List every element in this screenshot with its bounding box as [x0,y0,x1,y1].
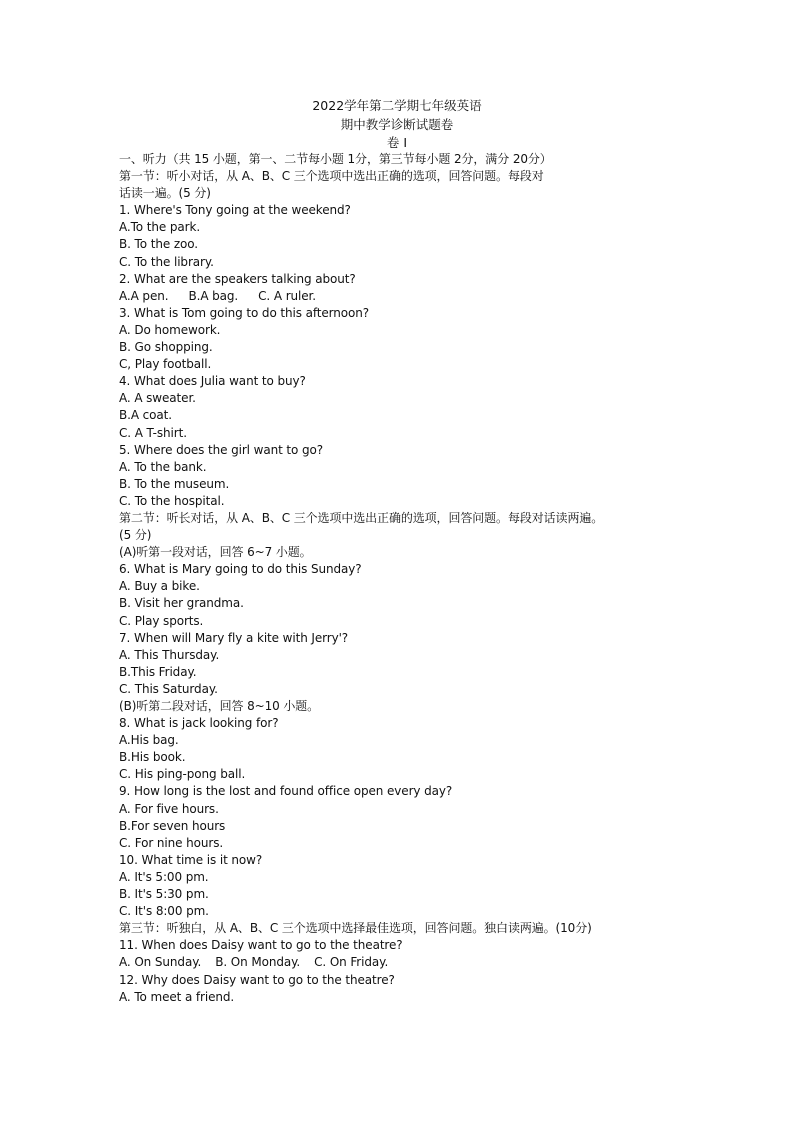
option-text: A.His bag. [119,733,179,748]
option-text: A. To the bank. [119,459,207,474]
section-heading: 一、听力（共 15 小题，第一、二节每小题 1分，第三节每小题 2分，满分 20分） [119,152,552,166]
option-text: A. A sweater. [119,391,196,406]
section-heading: 第三节：听独白，从 A、B、C 三个选项中选择最佳选项，回答问题。独白读两遍。(10分) [119,921,592,936]
option-text: C. His ping-pong ball. [119,767,246,782]
exam-subtitle: 期中教学诊断试题卷 [340,117,454,132]
question-text: 5. Where does the girl want to go? [119,442,324,457]
option-text: A.To the park. [119,220,201,235]
option-text: C. This Saturday. [119,681,218,696]
question-text: 2. What are the speakers talking about? [119,271,356,286]
section-heading: 第二节：听长对话，从 A、B、C 三个选项中选出正确的选项，回答问题。每段对话读两遍。 [119,510,604,525]
section-heading: (A)听第一段对话，回答 6~7 小题。 [119,545,312,560]
option-text: C, Play football. [119,357,212,372]
question-text: 7. When will Mary fly a kite with Jerry'? [119,630,349,645]
exam-title: 2022学年第二学期七年级英语 [312,98,482,113]
paper-label: 卷 I [386,135,408,150]
option-text: A. On Sunday. [119,955,202,970]
option-text: A. To meet a friend. [119,989,235,1004]
question-text: 3. What is Tom going to do this afternoon? [119,305,370,320]
option-text: A. For five hours. [119,801,219,816]
option-text: B.A bag. [188,288,239,303]
option-text: C. It's 8:00 pm. [119,904,209,919]
option-text: C. A ruler. [258,288,316,303]
option-text: A. This Thursday. [119,647,220,662]
option-text: B.His book. [119,750,186,765]
option-text: B.This Friday. [119,664,197,679]
question-text: 9. How long is the lost and found office open every day? [119,784,453,799]
question-text: 8. What is jack looking for? [119,716,279,731]
text-line: (5 分) [119,528,152,543]
section-heading: 第一节：听小对话，从 A、B、C 三个选项中选出正确的选项，回答问题。每段对 [119,169,544,184]
question-text: 11. When does Daisy want to go to the theatre? [119,938,403,953]
option-text: C. On Friday. [314,955,389,970]
question-text: 12. Why does Daisy want to go to the theatre? [119,972,395,987]
question-text: 10. What time is it now? [119,852,263,867]
option-text: A. Buy a bike. [119,579,200,594]
option-text: C. To the library. [119,254,214,269]
option-text: B. Visit her grandma. [119,596,244,611]
option-text: C. A T-shirt. [119,425,187,440]
option-text: C. To the hospital. [119,493,225,508]
option-text: A. Do homework. [119,322,221,337]
option-text: B. It's 5:30 pm. [119,887,209,902]
option-text: B.A coat. [119,408,172,423]
option-text: B. To the zoo. [119,237,199,252]
question-text: 1. Where's Tony going at the weekend? [119,203,351,218]
section-heading: (B)听第二段对话，回答 8~10 小题。 [119,699,320,713]
option-text: A.A pen. [119,288,169,303]
question-text: 6. What is Mary going to do this Sunday? [119,562,362,577]
option-text: A. It's 5:00 pm. [119,869,209,884]
option-text: C. For nine hours. [119,835,224,850]
inline-options [119,288,719,305]
question-text: 4. What does Julia want to buy? [119,374,306,389]
option-text: B. To the museum. [119,476,230,491]
option-text: B. On Monday. [215,955,301,970]
question-list [119,151,719,1006]
option-text: C. Play sports. [119,613,204,628]
text-line: 话读一遍。(5 分) [119,186,211,201]
option-text: B. Go shopping. [119,340,213,355]
inline-options [119,954,719,971]
option-text: B.For seven hours [119,818,226,833]
